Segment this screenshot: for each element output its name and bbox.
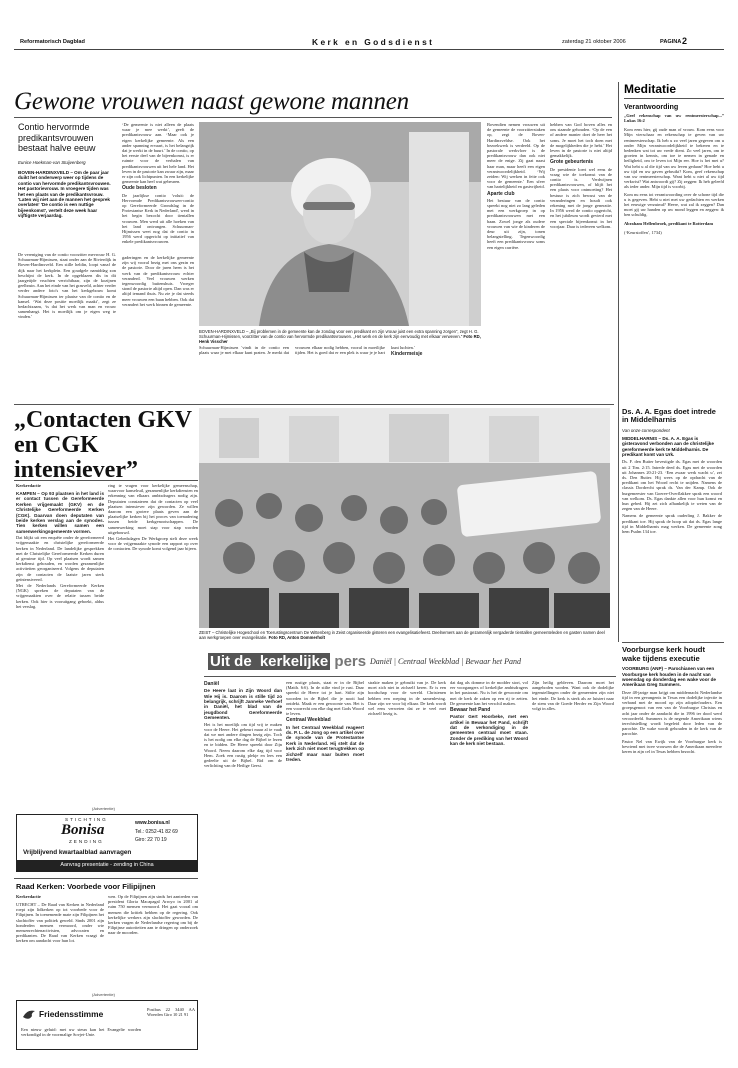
uitpers-col5 [532, 680, 614, 712]
gebed-image [199, 408, 610, 628]
uitpers-col4-head: Bewaar het Pand [450, 707, 491, 714]
uitpers-col2 [286, 680, 364, 763]
page-header [14, 36, 724, 50]
uitpers-col1-head: Daniël [204, 681, 220, 687]
page-number: 2 [682, 36, 688, 46]
friedens-ad[interactable] [16, 1000, 198, 1050]
dove-icon [21, 1007, 37, 1023]
friedens-name: Friedensstimme [39, 1009, 104, 1019]
page-word: PAGINA [660, 39, 682, 45]
voorburg-lede: VOORBURG (ANP) – Parochianen van een Voorburgse kerk houden in de nacht van woensdag op donderdag een wake voor de Amerikaan Greg Summers. [622, 666, 716, 688]
gebed-caption [199, 630, 610, 640]
uitpers-banner [204, 652, 616, 674]
uitpers-col4b-text: Pastor Gert Hoorbeke, met een artikel in Bewaar het Pand, schrijft dat de verkondiging in de gemeenten centraal moet staan. Zonder de prediking van het Woord kan de kerk niet bestaan. [450, 714, 528, 747]
main-byline: Eunice Hoekman-van Stuijvenberg [18, 160, 86, 165]
contacten-col1-text: Dat blijkt uit een enquête onder de gereformeerd vrijgemaakte en christelijke gereformeerde kerken in Nederland. De landelijke gesprekken met de Christelijke Gereformeerde Kerken duren al geruime tijd. Op veel plaatsen wordt samen kerkdienst gehouden, en worden gezamenlijke activiteiten georganiseerd. Volgens de deputaten zijn de contacten de laatste jaren sterk geïntensiveerd. [16, 535, 104, 582]
contacten-col2b-text: Het Gebedsdagen De Werkgroep stelt deze week voor de vrijgemaakte synode een rapport op over de contacten. De synode komt volgend jaar bijeen. [108, 536, 198, 552]
sub-oude-besloten: Oude besloten [122, 185, 157, 192]
main-col2b-text: De jaarlijkse contio 'voluit: de Hervormde Predikantsvrouwen-contio op Gereformeerde Grondslag in de Protestantse Kerk in Nederland', werd in het begin bezocht door tientallen vrouwen. Men werd uit alle hoeken van het land ontvangen. Schuurman-Hijmissen weet nog dat de contio in 1956 werd opgericht op initiatief van enkele predikantsvrouwen. [122, 192, 194, 245]
bonisa-stichting: STICHTING [65, 817, 108, 822]
meditatie-author: Abraham Hellenbroek, predikant te Rotterdam [624, 220, 713, 226]
gebed-credit: Foto RD, Anton Dommerholt [268, 635, 325, 640]
gebed-photo [199, 408, 610, 628]
voorburg-body: Deze 48-jarige man krijgt om middernacht Nederlandse tijd in een gevangenis in Texas een dodelijke injectie in verband met de moord op zijn adoptiefouders. Een groepsgenoot van een van de Voorburgse Christus en acht jaar onder de aandacht die in 1996 ter dood werd veroordeeld. Summers is de negende Amerikaan wiens terechtstelling wordt begeleid door leden van de parochie. De wake wordt gehouden in de kerk van de parochie. [622, 689, 722, 737]
meditatie-body2: Kom nu eens tot verantwoording over de schone tijd die u is gegeven. Hebt u niet met uw gedachten en werken het eeuwige verzuimd? Heere, wat zal ik zeggen? Dan moet gij uw handen op uw mond leggen en zeggen: ik ben schuldig. [624, 191, 724, 218]
friedens-contact: Postbus 22 3440 AA Woerden Giro 10 21 91 [147, 1007, 195, 1018]
friedens-adtag: (Advertentie) [92, 992, 115, 997]
main-col4-text: Bovendien nemen vrouwen uit de gemeente de voorzitterstaken op, zegt de Boven-Hardinxveldse. Ook het bezoekwerk is verdeeld. Op de pastorale werkvloer is de predikantsvrouw dan ook niet meer de enige. Zij gaat naast haar man, maar heeft een eigen verantwoordelijkheid. ‘Wij zeiden: Wij werken in feite ook voor de gemeente.’ Een sfeer van hartelijkheid en gastvrijheid. [487, 122, 545, 190]
header-date: zaterdag 21 oktober 2006 [562, 39, 626, 45]
meditatie-title: Meditatie [624, 82, 677, 96]
uitpers-col2-head: Centraal Weekblad [286, 717, 331, 724]
main-headline: Gewone vrouwen naast gewone mannen [14, 88, 409, 115]
uitpers-title-c: pers [330, 653, 367, 670]
main-col2-text: ‘De gemeente is niet alleen de plaats waar je mee werkt’, geeft de predikantsvrouw aan. ‘Maar ook je eigen kerkelijke gemeente. Als een ander spanning ervaart, is het belangrijk dat je werkt in de buurt.’ In de contio, op het eerste deel van de bijeenkomst, is er ruimte voor de verhalen van predikantsvrouwen uit het hele land. Het leven in de pastorie kan zwaar zijn, maar er zijn ook lichtpunten. In een kerkelijke gemeente kan heel wat gebeuren. [122, 122, 194, 185]
uitpers-col1-text: Het is het moeilijk om tijd vrij te maken voor de Heere. Het gebeurt maar al te vaak dat we met andere dingen bezig zijn. Toch is het nodig om elke dag de Bijbel te lezen en te bidden. De Heere spreekt door Zijn Woord. Neem daarom elke dag tijd voor Hem. Zoek een rustig plekje en lees een gedeelte uit de Bijbel. Bid om de verlichting van de Heilige Geest. [204, 721, 282, 769]
contacten-lede: KAMPEN – Op 93 plaatsen in het land is er contact tussen de Gereformeerde Kerken vrijgemaakt (GKV) en de Christelijke Gereformeerde Kerken (CGK). Daarvan doen deputaten van beide kerken verslag aan de synodes. Tien kerken willen samen een samenwerkingsgemeente vormen. [16, 491, 104, 534]
bonisa-name: Bonisa [61, 822, 105, 838]
bonisa-strip: Aanvrag presentatie - zending in China [17, 860, 197, 871]
main-col1: De vereniging van de contio voorzitter mevrouw H. G. Schuurman-Hijmissen, staat onder aan de Rivierdijk in Boven-Hardinxveld. Een stille heldin, loopt vanaf de dijk naar het kerkplein. Een goudgele namiddag zon beschijnt de kerk. In de opgeblazen dis in dit jaargetijde vruchten verrichtbaar, zijn de kozijnen geelbruin. Aan het einde van het grasveld, achter verder verder andere foto's van het kerkgebouw komt Schuurman-Hijmissen ter plaatse van de contio en de kansel. ‘Wat deze positie moeilijk maakt’, zegt ze bedachtzaam, ‘is dat het werk van man en vrouw samenhangt. Het is moeilijk om je eigen weg te vinden.’ [18, 252, 117, 320]
main-col4b-text: Het bestuur van de contio spreekt nog niet zo lang geleden met een werkgroep in op predikantsvrouwen met een baan. Zowel jonge als oudere vrouwen van wie de kinderen de deur uit zijn, tonen belangstelling. Tegenwoordig heeft een predikantsvrouw soms een eigen carrière. [487, 197, 545, 250]
contacten-col2-text: ring te vragen voor kerkelijke gemeenschap, waarvoor kanselruil, gezamenlijke kerkdiensten en erkenning van elkaars ambtsdragers nodig zijn. Deputaten constateren dat de contacten op veel plaatsen intensiever zijn geworden. Ze willen daarom een grotere plaats geven aan de plaatselijke kerken bij het proces van toenadering tussen beide kerkgenootschappen. De samenwerking moet stap voor stap worden uitgebouwd. [108, 483, 198, 535]
main-col3-text: gaderingen en de kerkelijke gemeente zijn wij vooral bezig met ons gezin en de pastorie. Door de jaren heen is het werk van de predikantsvrouw echter veranderd. Veel vrouwen werken tegenwoordig buitenshuis. Vroeger stond de pastorie altijd open. Dan was er altijd iemand thuis. Nu zie je dat steeds meer vrouwen een baan hebben. Ook dat verandert het werk binnen de gemeente. [122, 255, 194, 307]
uitpers-title [208, 653, 366, 670]
raad-col1: UTRECHT – De Raad van Kerken in Nederland roept zijn lidkerken op tot voorbede voor de Filipijnen. In toenemende mate zijn Filipijnen het slachtoffer van politiek geweld. Sinds 2001 zijn honderden mensen vermoord, onder wie mensenrechtenactivisten, advocaten en predikanten. De Raad van Kerken vraagt de kerken om aandacht voor hun lot. [16, 902, 104, 944]
uitpers-col5-text: Zijn heilig gebleven. Daarom moet het aangeboden worden. Want ook de dodelijke tegenstellingen onder de gemeenten zijn niet het einde. De kerk is sterk als ze luistert naar de stem van de Goede Herder en Zijn Woord volgt in alles. [532, 680, 614, 712]
uitpers-col2-text: een rustige plaats, staat er in de Bijbel (Matth. 6:6). In de stilte vind je rust. Daar spreekt de Heere tot je hart. Stilte zijn woorden in de Bijbel die je nooit had ontdekt. Maak er een gewoonte van. Het is een voorrecht om elke dag met Gods Woord te leven. [286, 680, 364, 717]
sub-aparte-club: Aparte club [487, 190, 515, 197]
uitpers-title-b: kerkelijke [259, 653, 329, 670]
bonisa-slogan: Vrijblijvend kwartaalblad aanvragen [23, 849, 132, 856]
bonisa-ad[interactable] [16, 814, 198, 872]
portrait-image [199, 122, 481, 326]
bonisa-adtag: (Advertentie) [92, 806, 115, 811]
main-kicker: Contio hervormde predikantsvrouwen bestaat halve eeuw [18, 122, 96, 154]
portrait-credit: Foto RD, Henk Visscher [199, 334, 481, 344]
voorburg-headline: Voorburgse kerk houdt wake tijdens executie [622, 645, 705, 663]
uitpers-col3-text: strakte maken je gebruikt van je. De kerk moet zich niet in zichzelf keren. Er is een boodschap voor de wereld. Christenen hebben een roeping in de samenleving. Daar zijn we voor bij elkaar. De kerk wordt wel eens verweten dat ze te veel met zichzelf bezig is. [368, 680, 446, 717]
main-col5 [550, 122, 612, 230]
portrait-caption [199, 329, 481, 344]
sub-grote-gebeurtenis: Grote gebeurtenis [550, 159, 594, 166]
uitpers-col4-text: dat dag als domme in de modder stort, vol eer voorgangers of kerkelijke ambtsdragers in het pastoraat. Nu is het de gewoonte om met de kerk de zaken op een rij te zetten. De gemeente kan het verschil maken. [450, 680, 528, 706]
bonisa-url[interactable]: www.bonisa.nl [135, 820, 170, 826]
portrait-photo [199, 122, 481, 326]
uitpers-sources: Daniël | Centraal Weekblad | Bewaar het Pand [370, 657, 521, 666]
uitpers-col3 [368, 680, 446, 717]
section-title: Kerk en Godsdienst [312, 37, 435, 47]
main-col4 [487, 122, 545, 251]
voorburg-block [622, 646, 722, 754]
contacten-col2 [108, 483, 198, 553]
contacten-headline: „Contacten GKV en CGK intensiever” [14, 407, 192, 483]
meditatie-subtitle: Verantwoording [624, 101, 679, 111]
meditatie-source: (‘Keurstoffen’, 1734) [624, 229, 662, 235]
main-lede: BOVEN-HARDINXVELD – Om de paar jaar duikt het onderwerp weer op tijdens de contio van hervormde predikantsvrouwen. Het pastorievrouw. In vroegere tijden was het een plaats van de predikantsvrouw. 'Laten wij niet aan de mannen het gesprek overlaten' 'De contio is een nuttige bijeenkomst', vertelt deze week haar vijftigste verjaardag. [18, 170, 111, 219]
friedens-text: Een nieuw geluid: met uw steun kan het Evangelie worden verkondigd in de voormalige Sovjet-Unie. [21, 1027, 141, 1038]
uitpers-title-a: Uit de [210, 653, 256, 670]
meditatie-quote: „Geef rekenschap van uw rentmeesterschap...” Lukas 16:2 [624, 112, 724, 123]
uitpers-col1-sub: De Heere laat in Zijn Woord dan Wie Hij is. Daarom is stille tijd zo belangrijk, schrijft Janneke Verhoef in Daniël, het blad van de jeugdbond Gereformeerde Gemeenten. [204, 688, 282, 721]
bonisa-giro: Giro: 22 70 19 [135, 837, 167, 843]
main-col5b-text: De presidente loert wel eens de vraag wie de toekomst van de contio is. Verdwijnen predikantsvrouwen, of blijft het een plaats voor ontmoeting? Het bestuur is zich bewust van de veranderingen en houdt ook rekening met de jonge generatie. In 1956 werd de contio opgericht, en het jubileum wordt gevierd met een speciale bijeenkomst in het voorjaar. Daar is iedereen welkom. [550, 166, 612, 229]
egas-headline-visible: Ds. A. A. Egas doet intrede in Middelharnis [622, 407, 716, 425]
uitpers-col1 [204, 680, 282, 769]
meditatie-body: Kom eens hier, gij oude man of vrouw. Kom eens voor Mijn vierschaar en rekenschap te geven van uw rentmeesterschap. Ik heb u zo veel jaren gegeven om u onder Mijn verantwoordelijkheid te bekeren en te bedenken wat tot uw vrede dient. Zo veel jaren, om te groeien in kennis, om toe te nemen in genade en heiligheid, om te leven tot Mijn eer. Hoe is het met u? Wat hebt u al die tijd van uw leven gedaan? Hoe hebt u uw tijd en uw gaven gebruikt? Kom, geef rekenschap van uw rentmeesterschap. Want hebt u niet al uw tijd verkwist? Wat antwoordt gij? Zij zeggen: Ik heb geleefd als ieder ander. Mijn tijd is voorbij. [624, 127, 724, 190]
uitpers-col2b-text: In het Centraal Weekblad reageert ds. P. L. de Jong op een artikel over de synode van de Protestantse Kerk in Nederland. Hij stelt dat de kerk zich niet moet terugtrekken op zichzelf maar naar buiten moet treden. [286, 724, 364, 763]
egas-lede: MIDDELHARNIS – Ds. A. A. Egas is gisteravond verbonden aan de christelijke gereformeerde kerk te Middelharnis. De predikant komt van Urk. [622, 435, 714, 458]
uitpers-col4 [450, 680, 528, 748]
meditatie-box [624, 82, 724, 382]
raad-col2: wen. Op de Filipijnen zijn sinds het aantreden van president Gloria Macapagal Arroyo in 2001 al ruim 750 mensen vermoord. Het gaat vooral om mensen die kritiek hebben op de regering. Ook kerkelijke werkers zijn slachtoffer geworden. De kerken vragen de Nederlandse regering om bij de Filipijnse autoriteiten aan te dringen op onderzoek naar de moorden. [108, 894, 198, 936]
gebed-caption-text: ZEIST – Christelijke Hogeschool en Toerustingscentrum De Wittenberg in Zeist organiseerde gisteren een evangelisatiefeest. Deelnemers aan de gezamenlijk vergaderde tientallen gemeenteleden en gasten namen deel aan werkgroepen over evangelisatie. [199, 630, 605, 640]
egas-block [622, 408, 722, 534]
contacten-col1 [16, 491, 104, 610]
contacten-tag: Kerkredactie [16, 483, 41, 488]
portrait-caption-text: BOVEN-HARDINXVELD – „Bij problemen in de gemeente kan de zondag voor een predikant en zijn vrouw juist een extra spanning zorgen”, zegt H. G. Schuurman-Hijmissen, voorzitter van de contio van hervormde predikantsvrouwen. „Het werk en de kerk zijn eenvoudig met elkaar verweven.” [199, 329, 479, 339]
egas-body2: Namens de gemeente sprak ouderling J. Bakker de predikant toe. Hij sprak de hoop uit dat ds. Egas lange tijd in Middelharnis mag werken. De gemeente zong hem Psalm 134 toe. [622, 513, 722, 535]
main-col2 [122, 122, 194, 246]
main-col3 [122, 255, 194, 308]
main-col3b-text: Schuurman-Hijmissen 'vindt in de contio een plaats waar je met elkaar kunt praten. Je merkt dat vrouwen elkaar nodig hebben, vooral in moeilijke tijden. Het is goed dat er een plek is waar je je hart kunt luchten.' [199, 345, 415, 356]
main-col5-text: hebben van God boven alles en ons staande gehouden. ‘Op de een of andere manier doet de heer het soms. Je moet het toch doen met de mogelijkheden die je hebt.’ Het leven in de pastorie is niet altijd gemakkelijk. [550, 122, 612, 159]
bonisa-tel: Tel.: 0252-41 82 69 [135, 829, 178, 835]
raad-tag: Kerkredactie [16, 894, 41, 899]
egas-body: Ds. F. den Butter bevestigde ds. Egas met de woorden uit 2 Tim. 2:15. Intrede deed ds. Egas met de woorden uit Johannes 20:21-23. ‘Een zwaar werk wacht u’, zei ds. Den Butter. Hij wees op de opdracht van de predikant om het Woord recht te snijden. Namens de classis Dordrecht sprak ds. Van der Kamp. Ook de burgemeester van Goeree-Overflakkee sprak een woord van welkom. Ds. Egas dankte allen voor hun komst en hun gebed. Hij zei zich afhankelijk te weten van de zegen van de Heere. [622, 459, 722, 512]
sub-kindermeisje: Kindermeisje [391, 351, 423, 358]
contacten-col1b-text: Met de Nederlands Gereformeerde Kerken (NGK) spreken de deputaten van de vrijgemaakten over de relatie tussen beide kerken. Ook hier is vooruitgang geboekt, aldus het verslag. [16, 583, 104, 609]
raad-headline: Raad Kerken: Voorbede voor Filipijnen [16, 882, 156, 891]
paper-name: Reformatorisch Dagblad [20, 39, 85, 45]
egas-byline: Van onze correspondent [622, 427, 670, 433]
main-col3b [199, 345, 481, 357]
voorburg-body2: Pastor Nel van Ewijk van de Voorburgse kerk is bevriend met twee vrouwen die de Amerikaan meerdere keren in zijn cel in Texas hebben bezocht. [622, 738, 722, 755]
bonisa-zending: ZENDING [69, 839, 104, 844]
